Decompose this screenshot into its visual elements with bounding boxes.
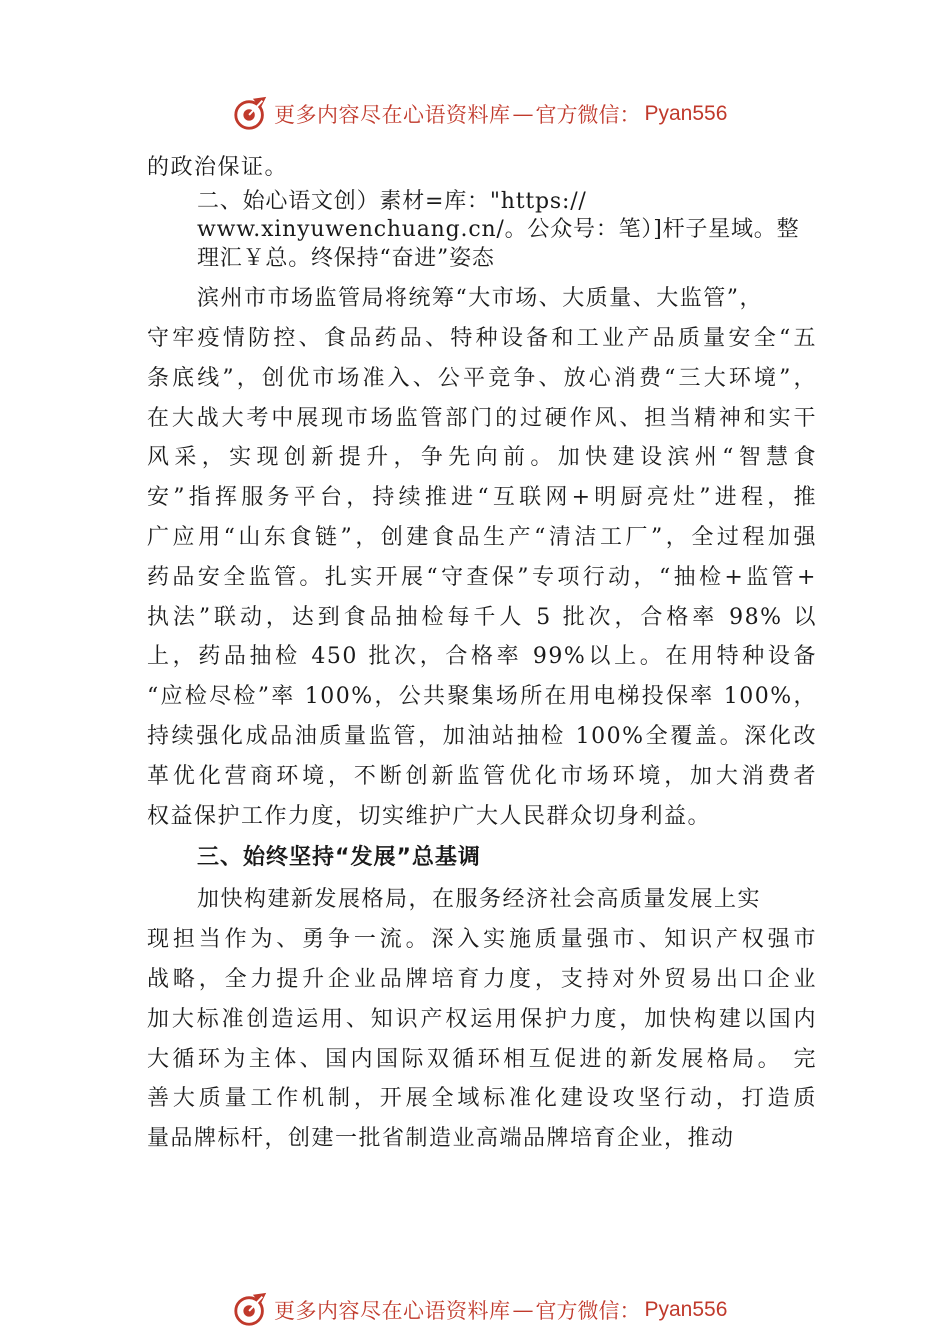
text-line: 执法”联动，达到食品抽检每千人 5 批次，合格率 98% 以 <box>147 604 817 630</box>
text-line: 战略，全力提升企业品牌培育力度，支持对外贸易出口企业 <box>147 967 817 993</box>
section-2-heading-line: 理汇￥总。终保持“奋进”姿态 <box>197 245 495 271</box>
banner-title: 更多内容尽在心语资料库 <box>274 103 511 127</box>
section-2-heading-line: www.xinyuwenchuang.cn/。公众号：笔）]杆子星域。整 <box>197 217 800 243</box>
text-line: 善大质量工作机制，开展全域标准化建设攻坚行动，打造质 <box>147 1086 817 1112</box>
text-line: 加大标准创造运用、知识产权运用保护力度，加快构建以国内 <box>147 1006 817 1032</box>
banner-title: 更多内容尽在心语资料库 <box>274 1299 511 1323</box>
text-line: 广应用“山东食链”，创建食品生产“清洁工厂”，全过程加强 <box>147 525 817 551</box>
pen-logo-icon <box>232 1291 270 1329</box>
text-line: 守牢疫情防控、食品药品、特种设备和工业产品质量安全“五 <box>147 326 817 352</box>
footer-banner <box>232 1290 727 1330</box>
text-line: 权益保护工作力度，切实维护广大人民群众切身利益。 <box>147 803 712 829</box>
text-line: 条底线”，创优市场准入、公平竞争、放心消费“三大环境”， <box>147 365 817 391</box>
text-line: 滨州市市场监管局将统筹“大市场、大质量、大监管”， <box>197 286 763 312</box>
banner-dash: — <box>512 102 534 126</box>
text-line: 药品安全监管。扎实开展“守查保”专项行动，“抽检+监管+ <box>147 564 817 590</box>
text-line: 大循环为主体、国内国际双循环相互促进的新发展格局。 完 <box>147 1046 817 1072</box>
pen-logo-icon <box>232 95 270 133</box>
banner-label: 官方微信： <box>535 103 641 127</box>
text-line: 上，药品抽检 450 批次，合格率 99%以上。在用特种设备 <box>147 644 817 670</box>
text-line: 加快构建新发展格局，在服务经济社会高质量发展上实 <box>197 887 762 913</box>
text-line: 在大战大考中展现市场监管部门的过硬作风、担当精神和实干 <box>147 405 817 431</box>
text-line: “应检尽检”率 100%，公共聚集场所在用电梯投保率 100%， <box>147 684 817 710</box>
text-line: 的政治保证。 <box>147 155 289 180</box>
banner-label: 官方微信： <box>535 1299 641 1323</box>
document-body <box>147 148 817 1159</box>
section-2-heading-line: 二、始心语文创）素材=库："https:// <box>197 188 587 214</box>
text-line: 革优化营商环境，不断创新监管优化市场环境，加大消费者 <box>147 763 817 789</box>
text-line: 风采，实现创新提升，争先向前。加快建设滨州“智慧食 <box>147 445 817 471</box>
text-line: 现担当作为、勇争一流。深入实施质量强市、知识产权强市 <box>147 927 817 953</box>
banner-wechat-id: Pyan556 <box>644 1298 728 1321</box>
banner-wechat-id: Pyan556 <box>644 102 728 125</box>
header-banner <box>232 94 727 134</box>
text-line: 量品牌标杆，创建一批省制造业高端品牌培育企业，推动 <box>147 1126 735 1152</box>
banner-dash: — <box>512 1298 534 1322</box>
section-3-heading: 三、始终坚持“发展”总基调 <box>197 845 481 871</box>
text-line: 持续强化成品油质量监管，加油站抽检 100%全覆盖。深化改 <box>147 724 817 750</box>
text-line: 安”指挥服务平台，持续推进“互联网+明厨亮灶”进程，推 <box>147 485 817 511</box>
